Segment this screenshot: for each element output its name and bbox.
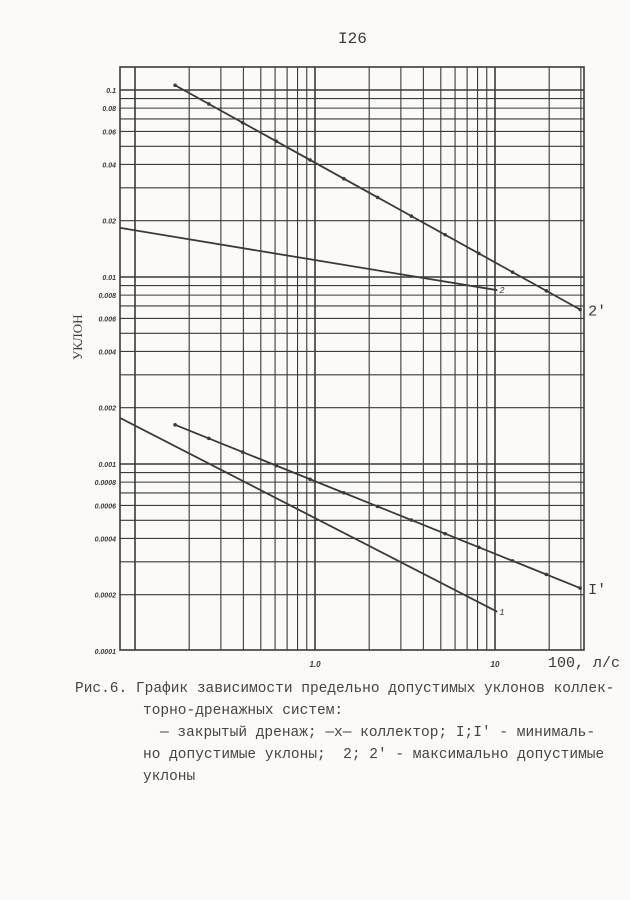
series-marker	[410, 518, 414, 522]
y-tick-label: 0.0006	[94, 503, 116, 511]
series-marker	[511, 270, 515, 274]
series-label: I'	[588, 582, 607, 600]
y-tick-label: 0.1	[106, 88, 116, 95]
series-marker	[376, 505, 380, 509]
y-tick-label: 0.0002	[94, 592, 116, 600]
y-tick-label: 0.0004	[94, 536, 116, 544]
series-label: 2	[499, 286, 505, 297]
y-tick-label: 0.02	[102, 218, 116, 226]
y-tick-label: 0.002	[98, 405, 116, 413]
caption-line-3: — закрытый дренаж; —x— коллектор; I;I' - минималь-	[160, 725, 596, 741]
series-marker	[241, 450, 245, 454]
series-marker	[241, 121, 245, 125]
x-tick-label: 10	[490, 660, 500, 669]
series-marker	[376, 196, 380, 200]
series-marker	[275, 140, 279, 144]
caption-line-1: Рис.6. График зависимости предельно допустимых уклонов коллек-	[75, 681, 615, 697]
page-number: I26	[338, 30, 367, 48]
series-marker	[545, 289, 549, 293]
series-label: 2'	[588, 303, 607, 321]
series-marker	[477, 252, 481, 256]
series-marker	[207, 437, 211, 441]
series-marker	[207, 102, 211, 106]
series-marker	[308, 158, 312, 162]
series-label: 1	[499, 607, 505, 618]
series-marker	[511, 559, 515, 563]
x-tick-label: 1.0	[309, 660, 321, 669]
series-marker	[342, 177, 346, 181]
caption-line-4: но допустимые уклоны; 2; 2' - максимально допустимые	[143, 747, 605, 763]
series-4	[120, 418, 504, 618]
series-marker	[443, 233, 447, 237]
y-tick-label: 0.0001	[94, 649, 116, 656]
y-tick-label: 0.08	[102, 106, 116, 114]
y-tick-label: 0.001	[98, 462, 116, 469]
series-marker	[477, 545, 481, 549]
y-tick-label: 0.06	[102, 129, 116, 137]
series-marker	[308, 477, 312, 481]
series-marker	[578, 308, 582, 312]
y-tick-label: 0.008	[98, 293, 116, 301]
series-marker	[443, 532, 447, 536]
series-marker	[545, 573, 549, 577]
y-tick-label: 0.006	[98, 316, 116, 324]
y-tick-label: 0.004	[98, 349, 116, 357]
x-axis-label: 100, л/с	[548, 655, 621, 672]
y-tick-label: 0.0008	[94, 480, 116, 488]
caption-line-5: уклоны	[143, 769, 196, 785]
series-marker	[275, 464, 279, 468]
series-marker	[578, 586, 582, 590]
y-tick-label: 0.04	[102, 162, 116, 170]
series-marker	[342, 491, 346, 495]
series-marker	[173, 83, 177, 87]
series-marker	[410, 214, 414, 218]
y-tick-label: 0.01	[102, 275, 116, 282]
y-axis-label: УКЛОН	[70, 314, 85, 360]
caption-line-2: торно-дренажных систем:	[143, 703, 344, 719]
series-marker	[173, 423, 177, 427]
series-3	[173, 423, 606, 599]
